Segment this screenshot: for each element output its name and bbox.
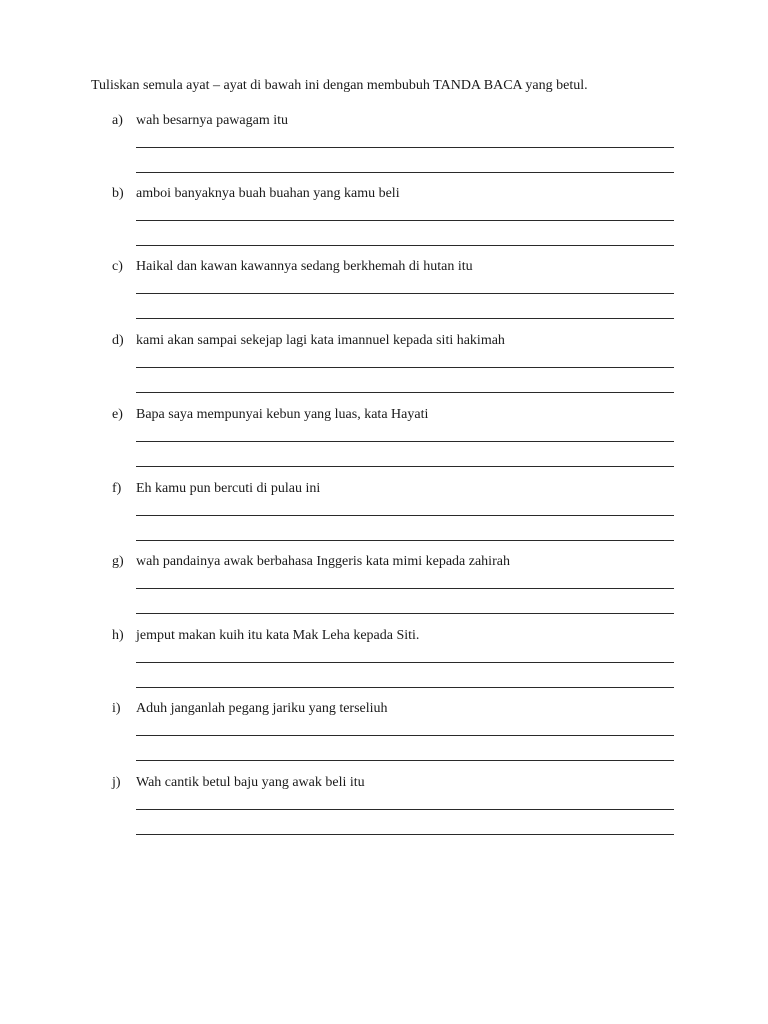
question-sentence: Aduh janganlah pegang jariku yang terseliuh <box>136 701 388 716</box>
question-b <box>112 185 674 258</box>
answer-line <box>136 809 674 810</box>
question-letter: b) <box>112 186 124 201</box>
question-letter: e) <box>112 407 123 422</box>
answer-line <box>136 441 674 442</box>
answer-line <box>136 760 674 761</box>
answer-line <box>136 367 674 368</box>
instruction-text: Tuliskan semula ayat – ayat di bawah ini dengan membubuh TANDA BACA yang betul. <box>91 78 588 93</box>
question-sentence: Bapa saya mempunyai kebun yang luas, kata Hayati <box>136 407 429 422</box>
question-letter: h) <box>112 628 124 643</box>
question-i <box>112 700 674 773</box>
answer-line <box>136 245 674 246</box>
answer-line <box>136 318 674 319</box>
answer-line <box>136 687 674 688</box>
question-c <box>112 258 674 331</box>
question-sentence: wah pandainya awak berbahasa Inggeris kata mimi kepada zahirah <box>136 554 510 569</box>
question-a <box>112 112 674 185</box>
answer-line <box>136 613 674 614</box>
answer-line <box>136 293 674 294</box>
question-sentence: Wah cantik betul baju yang awak beli itu <box>136 775 365 790</box>
question-letter: c) <box>112 259 123 274</box>
answer-line <box>136 392 674 393</box>
question-e <box>112 406 674 479</box>
question-g <box>112 553 674 626</box>
answer-line <box>136 147 674 148</box>
question-letter: a) <box>112 113 123 128</box>
question-sentence: jemput makan kuih itu kata Mak Leha kepada Siti. <box>136 628 420 643</box>
answer-line <box>136 172 674 173</box>
question-d <box>112 332 674 405</box>
answer-line <box>136 662 674 663</box>
question-letter: d) <box>112 333 124 348</box>
question-sentence: Eh kamu pun bercuti di pulau ini <box>136 481 321 496</box>
answer-line <box>136 735 674 736</box>
question-j <box>112 774 674 847</box>
question-f <box>112 480 674 553</box>
question-sentence: wah besarnya pawagam itu <box>136 113 288 128</box>
question-sentence: amboi banyaknya buah buahan yang kamu beli <box>136 186 400 201</box>
question-sentence: kami akan sampai sekejap lagi kata imannuel kepada siti hakimah <box>136 333 505 348</box>
question-letter: i) <box>112 701 121 716</box>
answer-line <box>136 540 674 541</box>
answer-line <box>136 220 674 221</box>
answer-line <box>136 466 674 467</box>
question-letter: g) <box>112 554 124 569</box>
question-h <box>112 627 674 700</box>
question-letter: j) <box>112 775 121 790</box>
answer-line <box>136 834 674 835</box>
answer-line <box>136 515 674 516</box>
answer-line <box>136 588 674 589</box>
question-letter: f) <box>112 481 122 496</box>
question-sentence: Haikal dan kawan kawannya sedang berkhemah di hutan itu <box>136 259 473 274</box>
